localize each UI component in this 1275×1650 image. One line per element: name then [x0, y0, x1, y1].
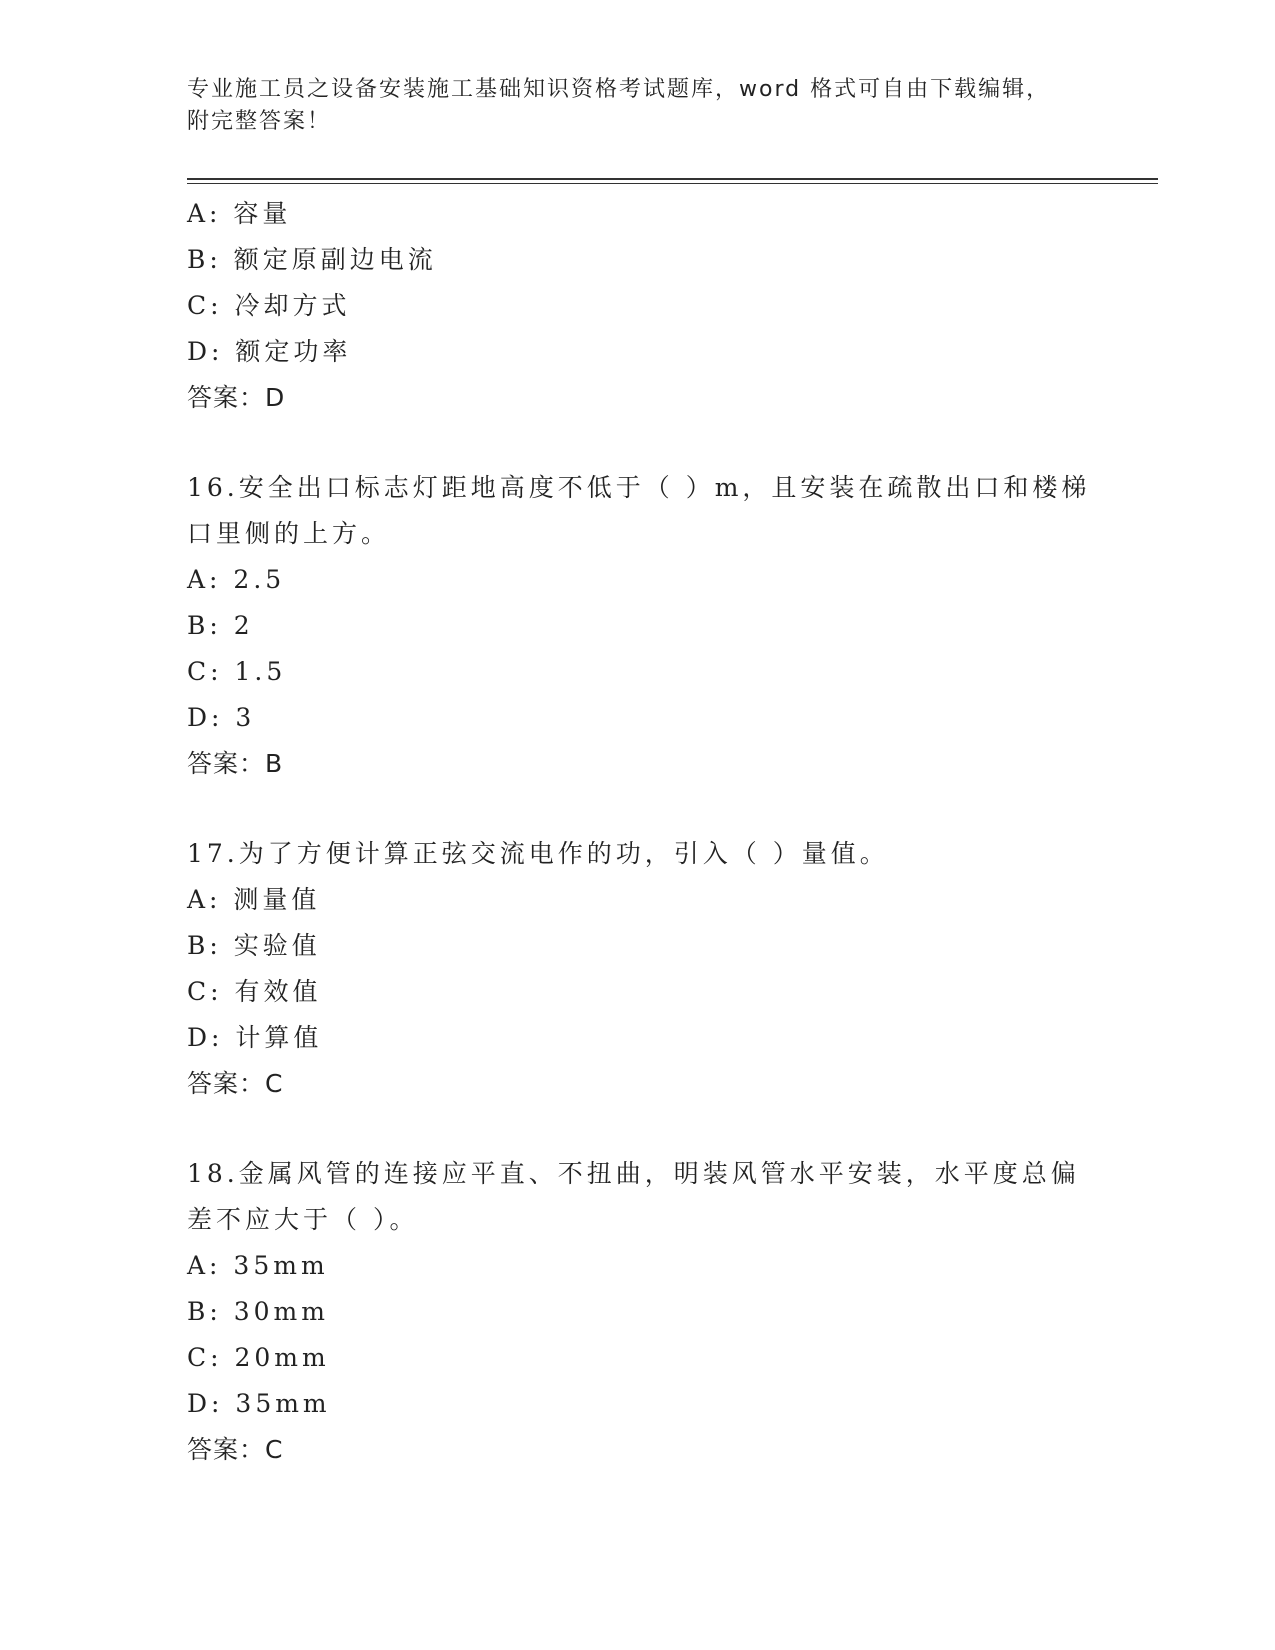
option-a: A: 2.5: [187, 565, 286, 594]
question-text-line-1: 18.金属风管的连接应平直、不扭曲，明装风管水平安装，水平度总偏: [187, 1159, 1080, 1188]
question-list: [187, 191, 1091, 1473]
option-c: C: 冷却方式: [187, 291, 351, 320]
document-header: [187, 74, 1087, 138]
spacer: [187, 421, 1087, 465]
question-15: [187, 191, 1087, 421]
header-line-1: 专业施工员之设备安装施工基础知识资格考试题库，word 格式可自由下载编辑，: [187, 77, 1051, 102]
option-c: C: 20mm: [187, 1343, 330, 1372]
option-b: B: 额定原副边电流: [187, 245, 437, 274]
question-text-line-2: 差不应大于（ ）。: [187, 1205, 419, 1234]
spacer: [187, 1107, 1087, 1151]
option-a: A: 容量: [187, 199, 292, 228]
option-a: A: 35mm: [187, 1251, 329, 1280]
question-text-line-1: 17.为了方便计算正弦交流电作的功，引入（ ）量值。: [187, 839, 889, 868]
question-18: [187, 1151, 1087, 1473]
question-17: [187, 831, 1087, 1107]
question-16: [187, 465, 1091, 787]
option-d: D: 额定功率: [187, 337, 352, 366]
option-b: B: 2: [187, 611, 254, 640]
answer: 答案：C: [187, 1435, 284, 1464]
option-d: D: 3: [187, 703, 256, 732]
spacer: [187, 787, 1087, 831]
option-c: C: 1.5: [187, 657, 287, 686]
header-divider: [187, 178, 1158, 184]
option-d: D: 35mm: [187, 1389, 331, 1418]
option-b: B: 实验值: [187, 931, 321, 960]
option-c: C: 有效值: [187, 977, 322, 1006]
option-a: A: 测量值: [187, 885, 321, 914]
answer: 答案：C: [187, 1069, 284, 1098]
question-text-line-2: 口里侧的上方。: [187, 519, 391, 548]
option-d: D: 计算值: [187, 1023, 323, 1052]
question-text-line-1: 16.安全出口标志灯距地高度不低于（ ）m，且安装在疏散出口和楼梯: [187, 473, 1091, 502]
answer: 答案：B: [187, 749, 284, 778]
header-line-2: 附完整答案！: [187, 109, 332, 134]
option-b: B: 30mm: [187, 1297, 329, 1326]
answer: 答案：D: [187, 383, 286, 412]
